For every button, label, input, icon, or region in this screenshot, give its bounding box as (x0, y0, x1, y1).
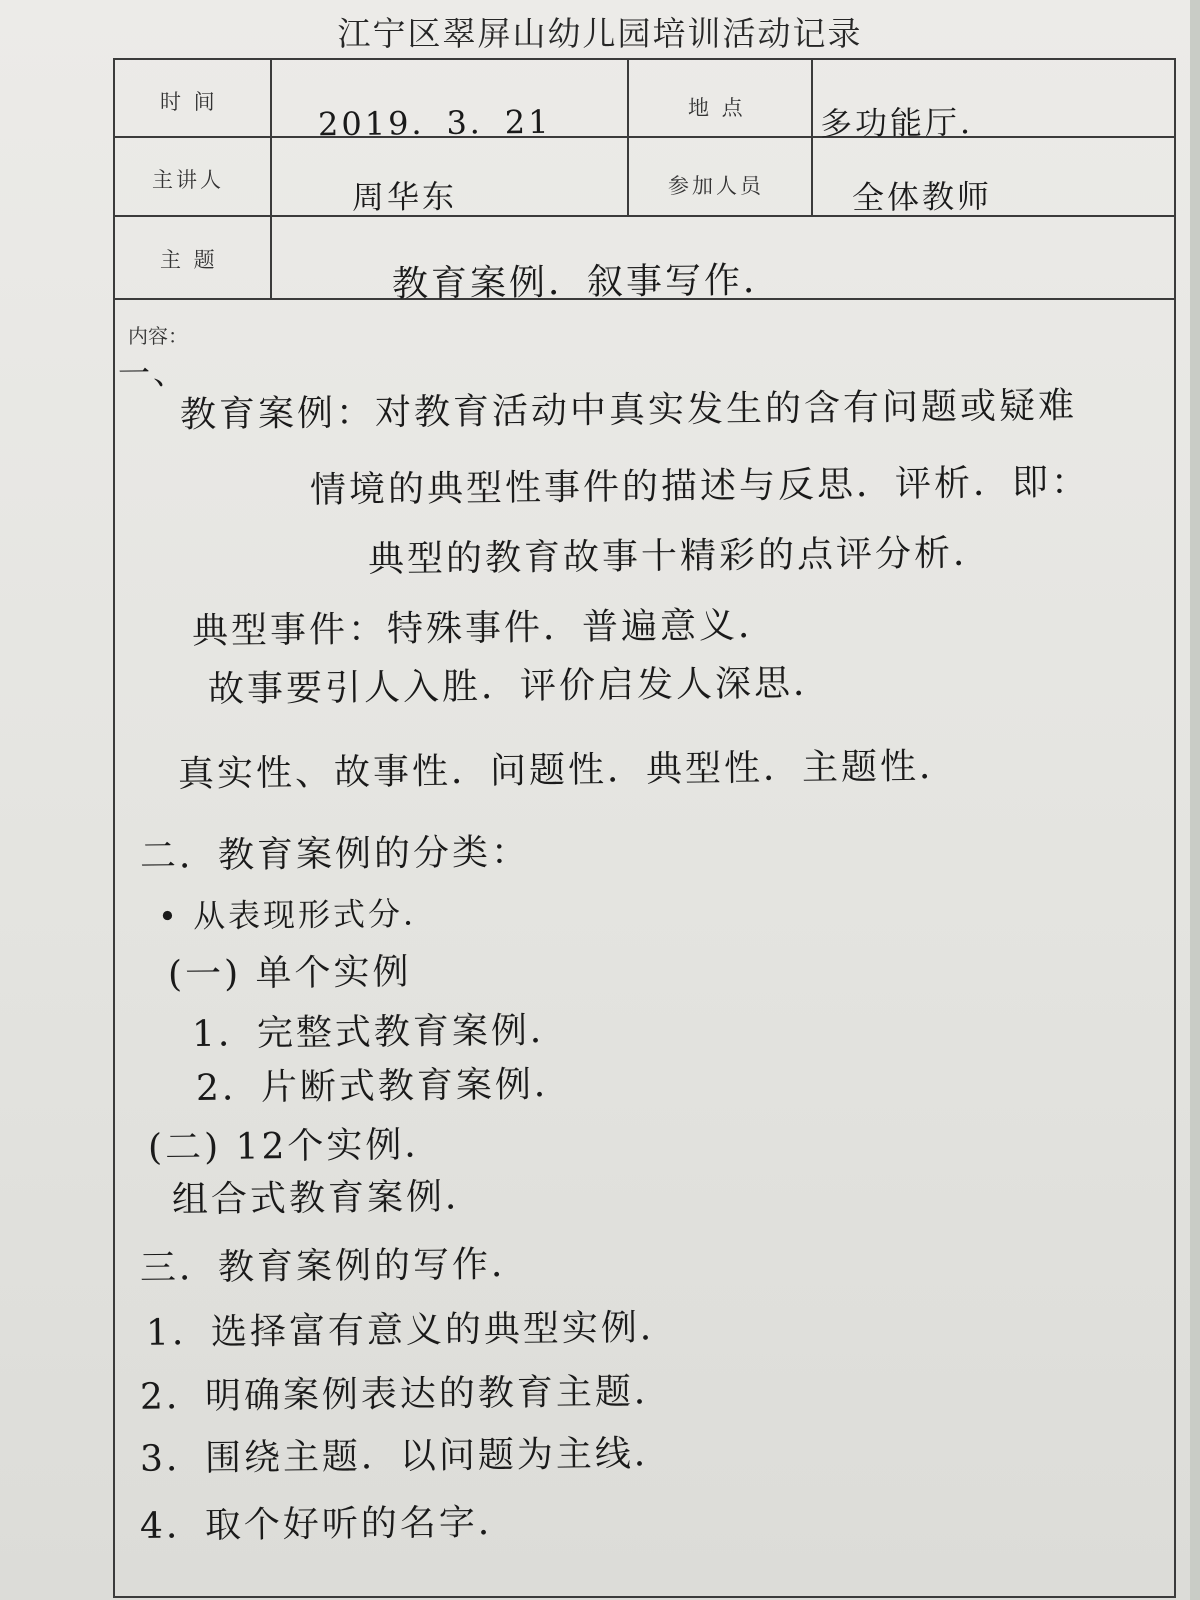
content-line-9: • 从表现形式分． (157, 894, 439, 936)
participants-label: 参加人员 (668, 174, 764, 198)
content-line-10: (一) 单个实例 (167, 951, 412, 996)
speaker-value: 周华东 (351, 177, 458, 217)
page-title: 江宁区翠屏山幼儿园培训活动记录 (337, 14, 863, 53)
content-line-16: 1．选择富有意义的典型实例． (145, 1307, 680, 1354)
content-line-19: 4．取个好听的名字． (139, 1502, 518, 1547)
content-line-3: 情境的典型性事件的描述与反思．评析．即： (309, 461, 1091, 512)
content-line-5: 典型事件：特殊事件．普遍意义． (191, 604, 778, 653)
time-value: 2019．3．21 (317, 102, 552, 144)
topic-value: 教育案例．叙事写作． (391, 259, 783, 306)
content-line-15: 三．教育案例的写作． (139, 1243, 531, 1290)
place-value: 多功能厅． (819, 103, 996, 143)
content-line-13: (二) 12个实例． (147, 1124, 444, 1169)
content-line-11: 1．完整式教育案例． (191, 1010, 570, 1055)
row-divider-1 (113, 136, 1176, 138)
col-divider-2 (627, 58, 629, 217)
row-divider-2 (113, 215, 1176, 217)
content-line-14: 组合式教育案例． (171, 1176, 485, 1221)
col-divider-1 (270, 58, 272, 300)
content-line-4: 典型的教育故事十精彩的点评分析． (367, 532, 993, 581)
content-line-2: 教育案例：对教育活动中真实发生的含有问题或疑难 (179, 385, 1078, 436)
content-line-1: 一、 (117, 353, 189, 393)
desk-edge (1190, 0, 1200, 1600)
content-line-12: 2．片断式教育案例． (195, 1064, 574, 1109)
participants-value: 全体教师 (851, 177, 993, 217)
content-label: 内容： (128, 324, 188, 348)
topic-label: 主 题 (160, 248, 218, 272)
col-divider-3 (811, 58, 813, 217)
time-label: 时 间 (160, 90, 218, 114)
place-label: 地 点 (688, 96, 746, 120)
content-line-6: 故事要引人入胜．评价启发人深思． (207, 662, 833, 711)
content-line-17: 2．明确案例表达的教育主题． (139, 1371, 674, 1418)
content-line-18: 3．围绕主题．以问题为主线． (139, 1433, 674, 1480)
speaker-label: 主讲人 (152, 168, 224, 192)
content-line-7: 真实性、故事性．问题性．典型性．主题性． (177, 745, 959, 796)
content-line-8: 二．教育案例的分类： (139, 831, 531, 878)
